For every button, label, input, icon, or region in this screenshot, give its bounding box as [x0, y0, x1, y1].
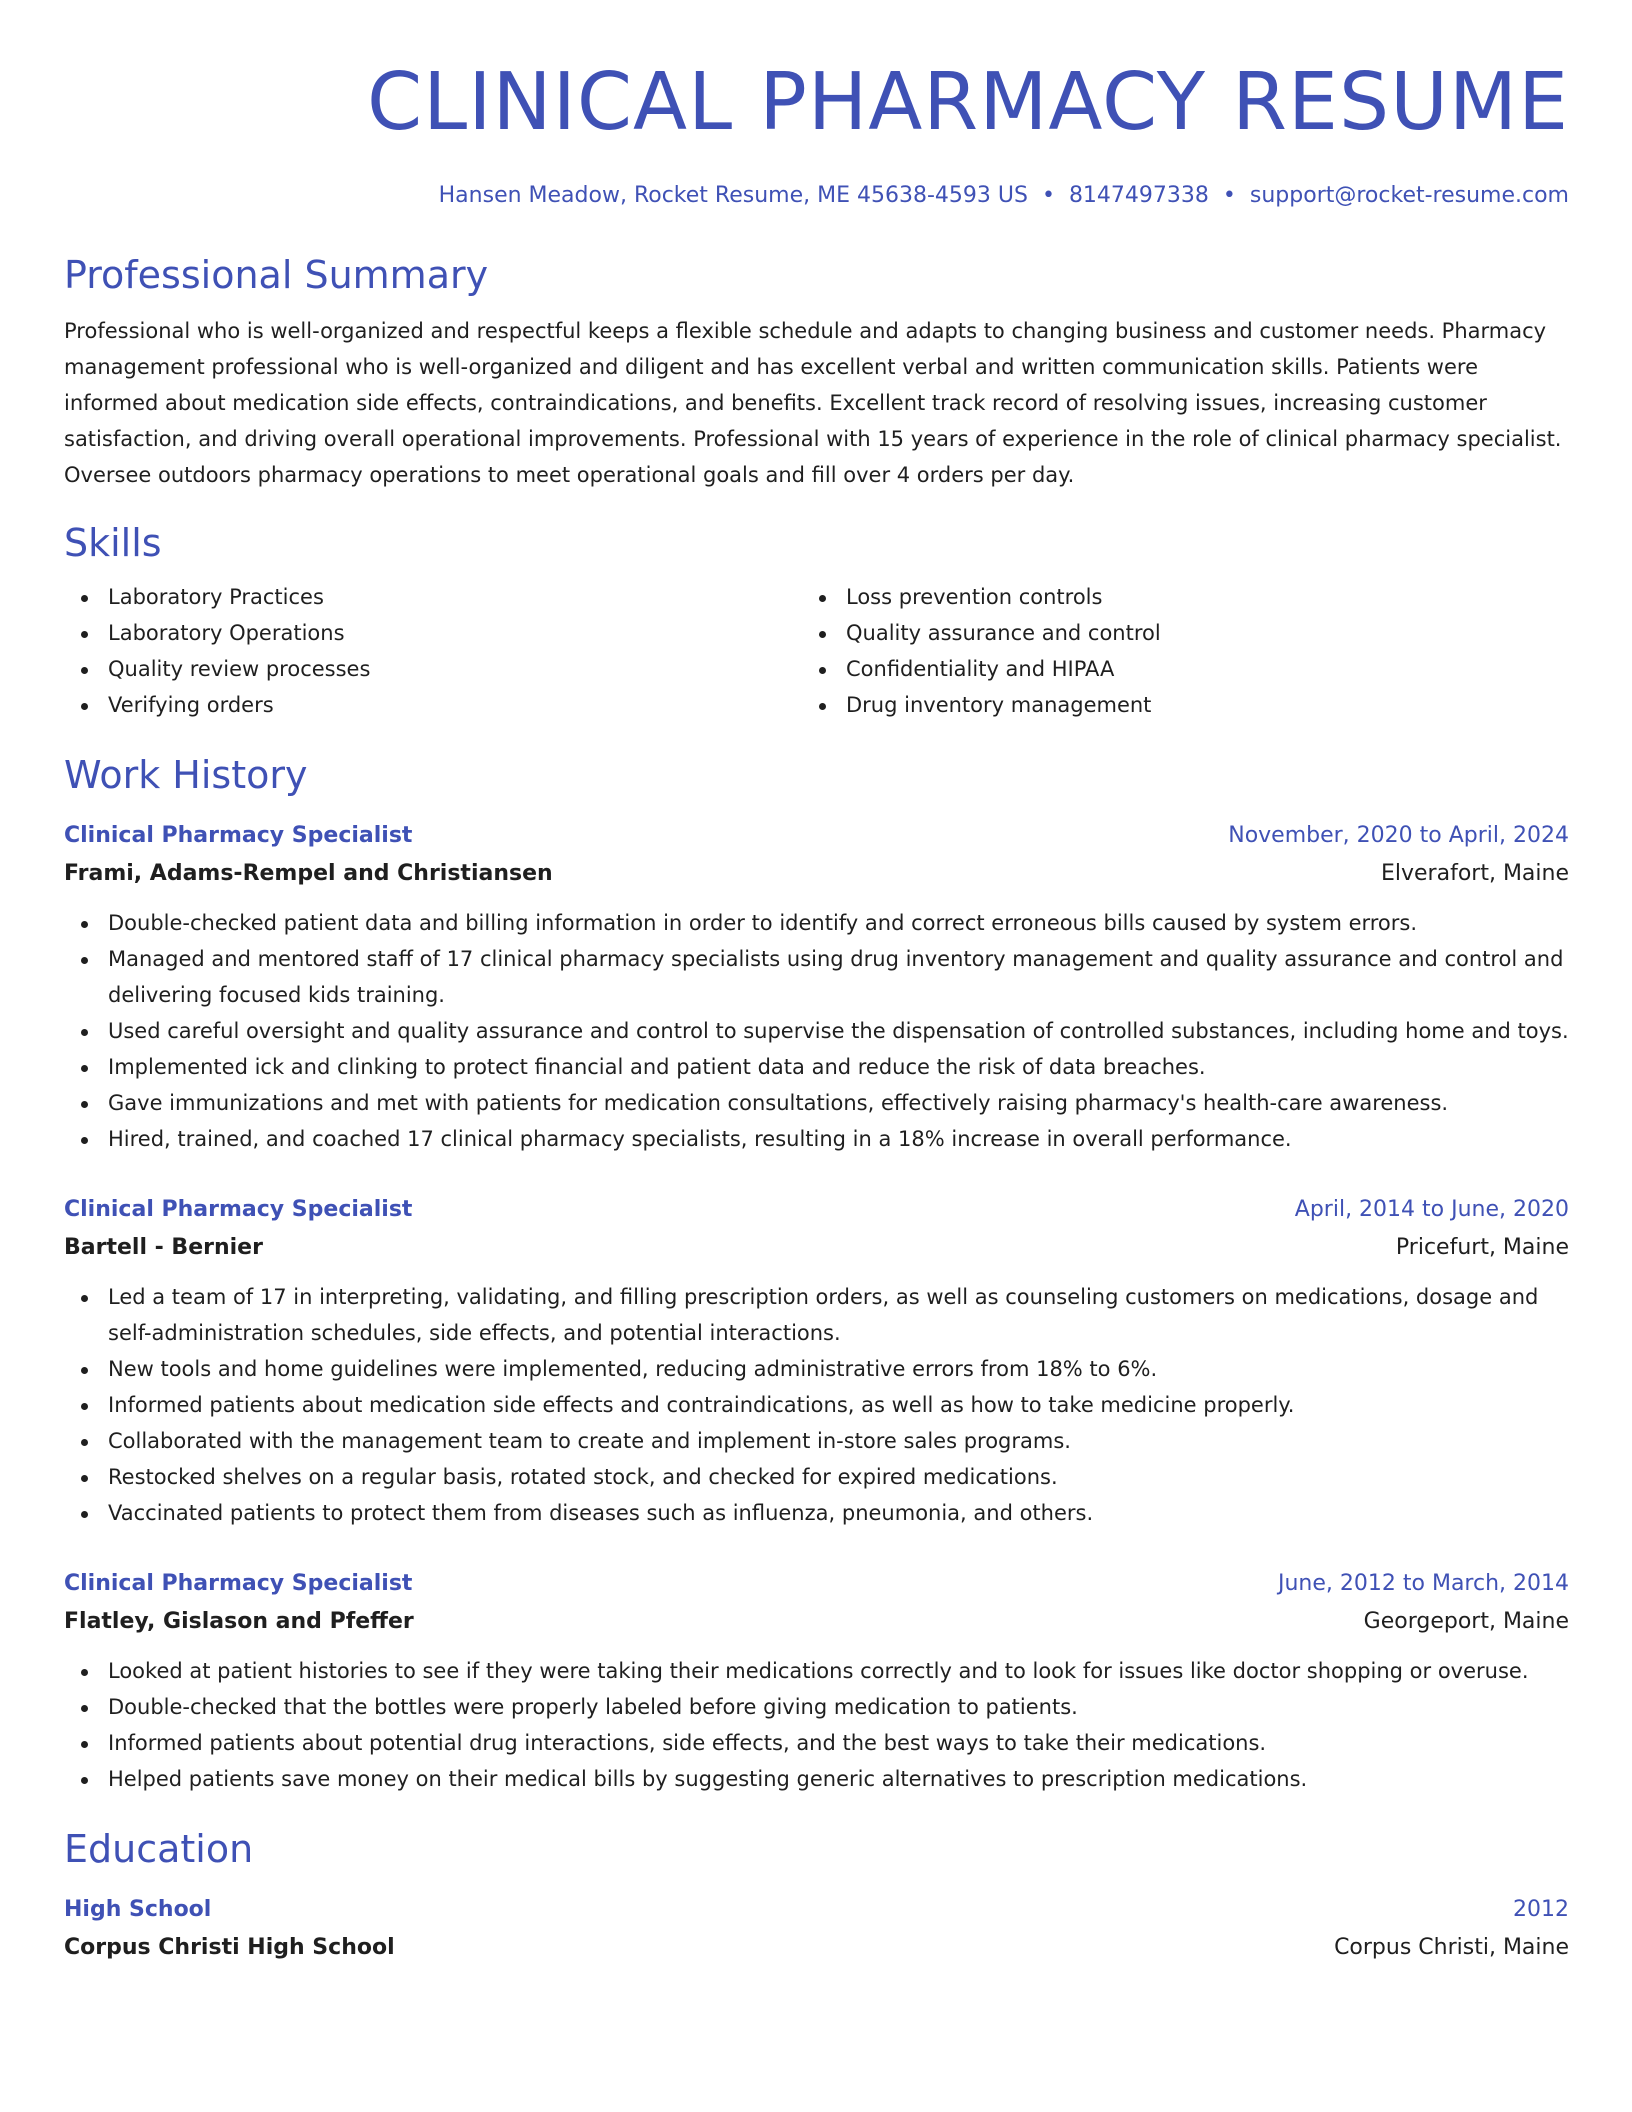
contact-email: support@rocket-resume.com — [1249, 183, 1569, 208]
job-entry — [64, 817, 1569, 1157]
job-bullet: Looked at patient histories to see if they were taking their medications correctly and to look for issues like doctor shopping or overuse. — [64, 1653, 1569, 1689]
skill-item: Laboratory Practices — [64, 579, 802, 615]
education-heading: Education — [64, 1827, 254, 1871]
education-location: Corpus Christi, Maine — [1334, 1935, 1569, 1960]
skills-list — [64, 579, 1569, 723]
job-entry — [64, 1191, 1569, 1531]
job-bullet: Restocked shelves on a regular basis, rotated stock, and checked for expired medications. — [64, 1459, 1569, 1495]
job-bullets — [64, 1653, 1569, 1797]
skill-item: Quality review processes — [64, 651, 802, 687]
job-company: Flatley, Gislason and Pfeffer — [64, 1609, 414, 1634]
job-bullet: Collaborated with the management team to create and implement in-store sales programs. — [64, 1423, 1569, 1459]
education-school: Corpus Christi High School — [64, 1935, 395, 1960]
skill-item: Confidentiality and HIPAA — [802, 651, 1540, 687]
job-location: Georgeport, Maine — [1363, 1609, 1569, 1634]
contact-line — [64, 181, 1569, 211]
job-company: Frami, Adams-Rempel and Christiansen — [64, 861, 553, 886]
education-entry — [64, 1891, 1569, 1967]
job-dates: April, 2014 to June, 2020 — [1294, 1197, 1569, 1222]
job-dates: November, 2020 to April, 2024 — [1228, 823, 1569, 848]
contact-phone: 8147497338 — [1068, 183, 1209, 208]
contact-separator: • — [1041, 183, 1055, 208]
skill-item: Verifying orders — [64, 687, 802, 723]
skill-item: Quality assurance and control — [802, 615, 1540, 651]
job-bullet: Hired, trained, and coached 17 clinical pharmacy specialists, resulting in a 18% increase in overall performance. — [64, 1121, 1569, 1157]
job-bullets — [64, 905, 1569, 1157]
resume-title: CLINICAL PHARMACY RESUME — [367, 56, 1569, 148]
job-bullets — [64, 1279, 1569, 1531]
work-history-heading: Work History — [64, 753, 308, 797]
job-location: Pricefurt, Maine — [1395, 1235, 1569, 1260]
job-company: Bartell - Bernier — [64, 1235, 263, 1260]
job-location: Elverafort, Maine — [1380, 861, 1569, 886]
contact-address: Hansen Meadow, Rocket Resume, ME 45638-4593 US — [438, 183, 1028, 208]
skill-item: Loss prevention controls — [802, 579, 1540, 615]
job-bullet: Double-checked that the bottles were properly labeled before giving medication to patients. — [64, 1689, 1569, 1725]
job-bullet: Implemented ick and clinking to protect financial and patient data and reduce the risk of data breaches. — [64, 1049, 1569, 1085]
job-bullet: Informed patients about potential drug interactions, side effects, and the best ways to take their medications. — [64, 1725, 1569, 1761]
job-bullet: Helped patients save money on their medical bills by suggesting generic alternatives to prescription medications. — [64, 1761, 1569, 1797]
education-year: 2012 — [1513, 1897, 1569, 1922]
skills-column-left — [64, 579, 802, 723]
skill-item: Drug inventory management — [802, 687, 1540, 723]
job-bullet: Vaccinated patients to protect them from diseases such as influenza, pneumonia, and others. — [64, 1495, 1569, 1531]
job-title: Clinical Pharmacy Specialist — [64, 1197, 413, 1222]
job-bullet: Double-checked patient data and billing information in order to identify and correct erroneous bills caused by system errors. — [64, 905, 1569, 941]
job-bullet: Informed patients about medication side effects and contraindications, as well as how to take medicine properly. — [64, 1387, 1569, 1423]
job-bullet: Led a team of 17 in interpreting, validating, and filling prescription orders, as well as counseling customers on medications, dosage and self-administration schedules, side effects, and potential interactions. — [64, 1279, 1569, 1351]
job-entry — [64, 1565, 1569, 1797]
job-bullet: New tools and home guidelines were implemented, reducing administrative errors from 18% to 6%. — [64, 1351, 1569, 1387]
job-bullet: Managed and mentored staff of 17 clinical pharmacy specialists using drug inventory management and quality assurance and control and delivering focused kids training. — [64, 941, 1569, 1013]
summary-heading: Professional Summary — [64, 253, 489, 297]
job-title: Clinical Pharmacy Specialist — [64, 1571, 413, 1596]
job-dates: June, 2012 to March, 2014 — [1278, 1571, 1569, 1596]
education-degree: High School — [64, 1897, 212, 1922]
skills-heading: Skills — [64, 521, 162, 565]
skills-column-right — [802, 579, 1540, 723]
job-bullet: Gave immunizations and met with patients for medication consultations, effectively raising pharmacy's health-care awareness. — [64, 1085, 1569, 1121]
summary-text: Professional who is well-organized and respectful keeps a flexible schedule and adapts to changing business and customer needs. Pharmacy management professional who is well-organized and diligent and has excellent verbal and written communication skills. Patients were informed about medication side effects, contraindications, and benefits. Excellent track record of resolving issues, increasing customer satisfaction, and driving overall operational improvements. Professional with 15 years of experience in the role of clinical pharmacy specialist. Oversee outdoors pharmacy operations to meet operational goals and fill over 4 orders per day. — [64, 319, 1562, 487]
contact-separator: • — [1222, 183, 1236, 208]
job-bullet: Used careful oversight and quality assurance and control to supervise the dispensation of controlled substances, including home and toys. — [64, 1013, 1569, 1049]
skill-item: Laboratory Operations — [64, 615, 802, 651]
job-title: Clinical Pharmacy Specialist — [64, 823, 413, 848]
